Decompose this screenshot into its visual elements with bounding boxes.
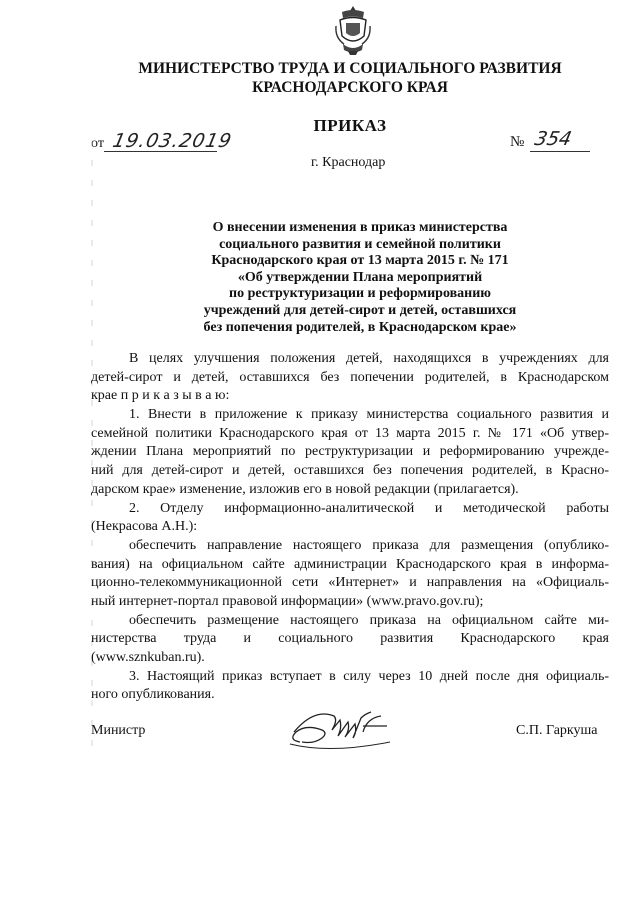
signer-name: С.П. Гаркуша: [516, 723, 598, 738]
coat-of-arms-icon: [334, 4, 372, 56]
heading-line: без попечения родителей, в Краснодарском крае»: [203, 319, 517, 335]
order-title: ПРИКАЗ: [313, 116, 387, 135]
body-line: 2. Отделу информационно-аналитической и методической работы: [129, 500, 609, 516]
number-prefix: №: [510, 134, 525, 150]
body-line: ционно-телекоммуникационной сети «Интернет» и направления на «Официаль-: [91, 575, 609, 591]
heading-line: по реструктуризации и реформированию: [229, 286, 491, 302]
body-line: обеспечить размещение настоящего приказа на официальном сайте ми-: [129, 612, 609, 628]
body-line: ный интернет-портал правовой информации» (www.pravo.gov.ru);: [91, 593, 484, 609]
body-line: вания) на официальном сайте администрации Краснодарского края в информа-: [91, 556, 609, 572]
body-line: дарском крае» изменение, изложив его в новой редакции (прилагается).: [91, 481, 519, 497]
ministry-line-2: КРАСНОДАРСКОГО КРАЯ: [252, 79, 448, 96]
heading-line: О внесении изменения в приказ министерства: [212, 220, 508, 235]
heading-line: учреждений для детей-сирот и детей, оставшихся: [203, 302, 517, 318]
ministry-name: [100, 59, 600, 97]
body-line: (Некрасова А.Н.):: [91, 519, 198, 535]
date-underline: [104, 151, 217, 152]
date-prefix: от: [91, 136, 104, 151]
order-heading: [150, 220, 570, 336]
signature-icon: [282, 702, 412, 762]
body-text: [91, 350, 609, 705]
body-line: (www.sznkuban.ru).: [91, 650, 205, 665]
body-line: В целях улучшения положения детей, находящихся в учреждениях для: [129, 351, 609, 366]
heading-line: «Об утверждении Плана мероприятий: [237, 269, 483, 285]
body-line: 3. Настоящий приказ вступает в силу через 10 дней после дня официаль-: [129, 668, 609, 684]
handwritten-number: 354: [532, 128, 574, 150]
signer-title: Министр: [91, 723, 146, 738]
body-line: семейной политики Краснодарского края от 13 марта 2015 г. № 171 «Об утвер-: [91, 425, 609, 441]
body-line: ждении Плана мероприятий по реструктуризации и реформированию учрежде-: [91, 444, 609, 460]
body-line: нистерства труда и социального развития Краснодарского края: [91, 631, 609, 647]
number-underline: [530, 151, 590, 152]
city: г. Краснодар: [311, 155, 386, 170]
body-line: ного опубликования.: [91, 687, 215, 703]
ministry-line-1: МИНИСТЕРСТВО ТРУДА И СОЦИАЛЬНОГО РАЗВИТИЯ: [138, 60, 562, 77]
heading-line: Краснодарского края от 13 марта 2015 г. № 171: [211, 253, 509, 269]
body-line: обеспечить направление настоящего приказа для размещения (опублико-: [129, 537, 609, 553]
heading-line: социального развития и семейной политики: [219, 236, 501, 252]
handwritten-date: 19.03.2019: [110, 130, 235, 152]
body-line: крае п р и к а з ы в а ю:: [91, 388, 230, 404]
body-line: детей-сирот и детей, оставшихся без попечении родителей, в Краснодарском: [91, 369, 609, 385]
body-line: ний для детей-сирот и детей, оставшихся без попечения родителей, в Красно-: [91, 463, 609, 479]
body-line: 1. Внести в приложение к приказу министерства социального развития и: [129, 407, 609, 423]
